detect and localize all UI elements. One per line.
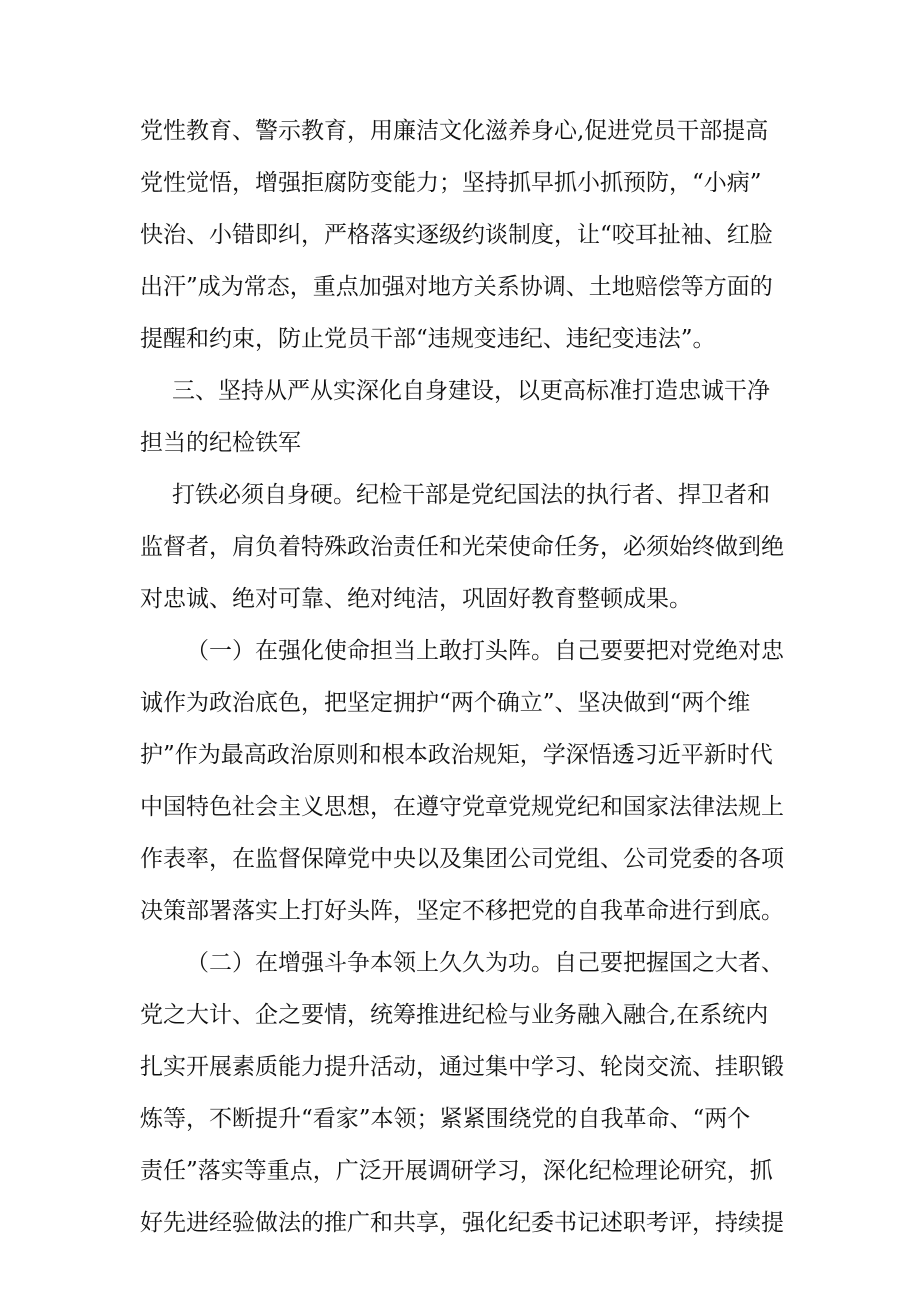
text-line: 诚作为政治底色，把坚定拥护“两个确立”、坚决做到“两个维	[140, 690, 751, 716]
text-line: 好先进经验做法的推广和共享，强化纪委书记述职考评，持续提	[140, 1210, 784, 1236]
section-heading-line: 担当的纪检铁军	[140, 430, 301, 456]
text-line: 出汗”成为常态，重点加强对地方关系协调、土地赔偿等方面的	[140, 274, 773, 300]
text-line: 作表率，在监督保障党中央以及集团公司党组、公司党委的各项	[140, 846, 784, 872]
text-line: 党性教育、警示教育，用廉洁文化滋养身心,促进党员干部提高	[140, 118, 769, 144]
text-line: 党性觉悟，增强拒腐防变能力；坚持抓早抓小抓预防，“小病”	[140, 170, 762, 196]
text-line: 责任”落实等重点，广泛开展调研学习，深化纪检理论研究，抓	[140, 1158, 773, 1184]
section-heading-line: 三、坚持从严从实深化自身建设，以更高标准打造忠诚干净	[172, 378, 770, 404]
text-line: 中国特色社会主义思想，在遵守党章党规党纪和国家法律法规上	[140, 794, 784, 820]
text-line: 炼等，不断提升“看家”本领；紧紧围绕党的自我革命、“两个	[140, 1106, 751, 1132]
text-line: 对忠诚、绝对可靠、绝对纯洁，巩固好教育整顿成果。	[140, 586, 692, 612]
text-line: 护”作为最高政治原则和根本政治规矩，学深悟透习近平新时代	[140, 742, 773, 768]
paragraph-first-line: 打铁必须自身硬。纪检干部是党纪国法的执行者、捍卫者和	[172, 482, 770, 508]
text-line: 监督者，肩负着特殊政治责任和光荣使命任务，必须始终做到绝	[140, 534, 784, 560]
text-line: 扎实开展素质能力提升活动，通过集中学习、轮岗交流、挂职锻	[140, 1054, 784, 1080]
text-line: 党之大计、企之要情，统筹推进纪检与业务融入融合,在系统内	[140, 1002, 769, 1028]
subsection-first-line: （一）在强化使命担当上敢打头阵。自己要要把对党绝对忠	[186, 638, 784, 664]
subsection-first-line: （二）在增强斗争本领上久久为功。自己要把握国之大者、	[186, 950, 784, 976]
text-line: 提醒和约束，防止党员干部“违规变违纪、违纪变违法”。	[140, 326, 716, 352]
text-line: 快治、小错即纠，严格落实逐级约谈制度，让“咬耳扯袖、红脸	[140, 222, 773, 248]
text-line: 决策部署落实上打好头阵，坚定不移把党的自我革命进行到底。	[140, 898, 784, 924]
